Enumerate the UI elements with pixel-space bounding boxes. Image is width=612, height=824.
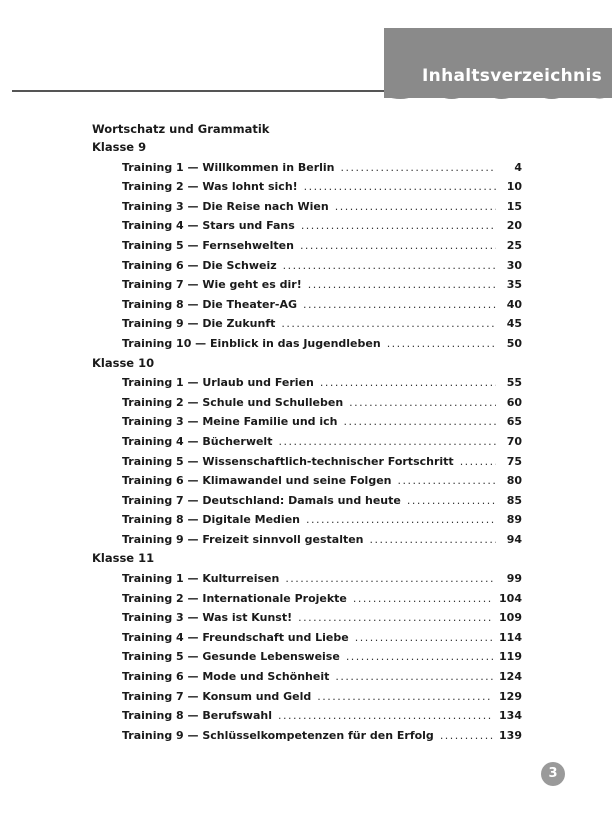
page-title: Inhaltsverzeichnis	[422, 66, 602, 86]
toc-entry-page: 60	[506, 395, 522, 409]
toc-entry-label: Training 6 — Klimawandel und seine Folgen	[122, 474, 392, 488]
toc-entry-page: 104	[499, 591, 522, 605]
toc-entry-label: Training 3 — Was ist Kunst!	[122, 611, 293, 625]
toc-entry-page: 25	[506, 238, 522, 252]
dot-leader	[304, 177, 496, 197]
toc-entry-label: Training 1 — Urlaub und Ferien	[122, 376, 314, 390]
dot-leader	[335, 667, 493, 687]
toc-entry[interactable]	[92, 491, 522, 511]
dot-leader	[285, 569, 496, 589]
toc-entry-page: 85	[506, 493, 522, 507]
dot-leader	[341, 158, 496, 178]
toc-entry[interactable]	[92, 393, 522, 413]
dot-leader	[349, 393, 496, 413]
dot-leader	[298, 608, 493, 628]
dot-leader	[398, 471, 497, 491]
dot-leader	[370, 530, 496, 550]
toc-entry-label: Training 8 — Digitale Medien	[122, 513, 300, 527]
toc-entry-page: 15	[506, 199, 522, 213]
toc-entry-label: Training 10 — Einblick in das Jugendleben	[122, 336, 381, 350]
dot-leader	[344, 412, 496, 432]
toc-entry-label: Training 5 — Fernsehwelten	[122, 238, 294, 252]
dot-leader	[353, 589, 493, 609]
toc-entry-label: Training 5 — Gesunde Lebensweise	[122, 650, 340, 664]
dot-leader	[278, 432, 496, 452]
toc-entry[interactable]	[92, 726, 522, 746]
toc-entry[interactable]	[92, 647, 522, 667]
dot-leader	[300, 236, 496, 256]
toc-entry-label: Training 3 — Die Reise nach Wien	[122, 199, 329, 213]
toc-entry-label: Training 7 — Konsum und Geld	[122, 689, 312, 703]
toc-entry-label: Training 6 — Mode und Schönheit	[122, 670, 330, 684]
toc-entry-page: 30	[506, 258, 522, 272]
toc-entry[interactable]	[92, 471, 522, 491]
header-wave-edge	[384, 88, 612, 102]
toc-entry[interactable]	[92, 275, 522, 295]
class-heading: Klasse 10	[92, 355, 155, 370]
toc-entry-page: 89	[506, 513, 522, 527]
toc-entry[interactable]	[92, 452, 522, 472]
toc-entry-page: 99	[506, 572, 522, 586]
dot-leader	[335, 197, 496, 217]
toc-entry-label: Training 8 — Die Theater-AG	[122, 297, 298, 311]
toc-entry-label: Training 1 — Kulturreisen	[122, 572, 280, 586]
toc-entry-label: Training 7 — Deutschland: Damals und heute	[122, 493, 401, 507]
table-of-contents	[92, 120, 522, 745]
toc-entry-label: Training 7 — Wie geht es dir!	[122, 278, 302, 292]
toc-entry[interactable]	[92, 314, 522, 334]
page-number-badge: 3	[541, 762, 565, 786]
dot-leader	[283, 256, 496, 276]
toc-entry-page: 20	[506, 219, 522, 233]
toc-entry-page: 114	[499, 630, 522, 644]
toc-entry-label: Training 3 — Meine Familie und ich	[122, 415, 338, 429]
toc-entry[interactable]	[92, 608, 522, 628]
toc-entry[interactable]	[92, 432, 522, 452]
header-rule	[12, 90, 384, 92]
toc-entry-label: Training 2 — Schule und Schulleben	[122, 395, 344, 409]
toc-entry[interactable]	[92, 256, 522, 276]
toc-entry[interactable]	[92, 628, 522, 648]
dot-leader	[320, 373, 496, 393]
toc-entry[interactable]	[92, 530, 522, 550]
toc-entry[interactable]	[92, 236, 522, 256]
toc-entry-label: Training 4 — Bücherwelt	[122, 434, 273, 448]
dot-leader	[281, 314, 496, 334]
dot-leader	[278, 706, 493, 726]
toc-entry-page: 119	[499, 650, 522, 664]
toc-entry-page: 94	[506, 532, 522, 546]
toc-entry-page: 50	[506, 336, 522, 350]
toc-entry-label: Training 1 — Willkommen in Berlin	[122, 160, 335, 174]
toc-entry-page: 134	[499, 709, 522, 723]
toc-entry[interactable]	[92, 216, 522, 236]
toc-entry-page: 55	[506, 376, 522, 390]
toc-entry[interactable]	[92, 510, 522, 530]
class-heading: Klasse 11	[92, 551, 155, 566]
toc-entry-label: Training 9 — Freizeit sinnvoll gestalten	[122, 532, 364, 546]
toc-entry[interactable]	[92, 334, 522, 354]
toc-entry-label: Training 9 — Die Zukunft	[122, 317, 276, 331]
toc-entry-page: 45	[506, 317, 522, 331]
dot-leader	[387, 334, 496, 354]
class-heading: Klasse 9	[92, 140, 147, 154]
dot-leader	[346, 647, 493, 667]
toc-entry-label: Training 8 — Berufswahl	[122, 709, 272, 723]
toc-entry[interactable]	[92, 197, 522, 217]
toc-entry[interactable]	[92, 177, 522, 197]
toc-entry-page: 124	[499, 670, 522, 684]
toc-entry-label: Training 9 — Schlüsselkompetenzen für den Erfolg	[122, 728, 434, 742]
toc-entry[interactable]	[92, 687, 522, 707]
toc-entry-page: 139	[499, 728, 522, 742]
toc-entry[interactable]	[92, 667, 522, 687]
dot-leader	[308, 275, 496, 295]
toc-entry-page: 35	[506, 278, 522, 292]
toc-entry-label: Training 6 — Die Schweiz	[122, 258, 277, 272]
dot-leader	[407, 491, 496, 511]
toc-entry-page: 40	[506, 297, 522, 311]
toc-entry-label: Training 5 — Wissenschaftlich-technischer Fortschritt	[122, 454, 454, 468]
toc-entry-label: Training 2 — Internationale Projekte	[122, 591, 347, 605]
dot-leader	[301, 216, 496, 236]
toc-entry-page: 4	[514, 160, 522, 174]
dot-leader	[303, 295, 496, 315]
toc-entry[interactable]	[92, 589, 522, 609]
dot-leader	[317, 687, 493, 707]
toc-entry-page: 65	[506, 415, 522, 429]
toc-entry[interactable]	[92, 569, 522, 589]
toc-entry-page: 80	[506, 474, 522, 488]
toc-entry[interactable]	[92, 373, 522, 393]
toc-entry-page: 109	[499, 611, 522, 625]
header-banner	[384, 28, 612, 98]
toc-entry-page: 75	[506, 454, 522, 468]
toc-entry-label: Training 2 — Was lohnt sich!	[122, 180, 298, 194]
dot-leader	[440, 726, 493, 746]
dot-leader	[355, 628, 493, 648]
toc-entry[interactable]	[92, 412, 522, 432]
toc-entry-page: 70	[506, 434, 522, 448]
dot-leader	[460, 452, 496, 472]
toc-entry-label: Training 4 — Freundschaft und Liebe	[122, 630, 349, 644]
toc-entry[interactable]	[92, 158, 522, 178]
toc-entry-page: 129	[499, 689, 522, 703]
toc-entry[interactable]	[92, 295, 522, 315]
toc-entry[interactable]	[92, 706, 522, 726]
toc-entry-page: 10	[506, 180, 522, 194]
dot-leader	[306, 510, 496, 530]
toc-entry-label: Training 4 — Stars und Fans	[122, 219, 295, 233]
section-title: Wortschatz und Grammatik	[92, 122, 270, 136]
